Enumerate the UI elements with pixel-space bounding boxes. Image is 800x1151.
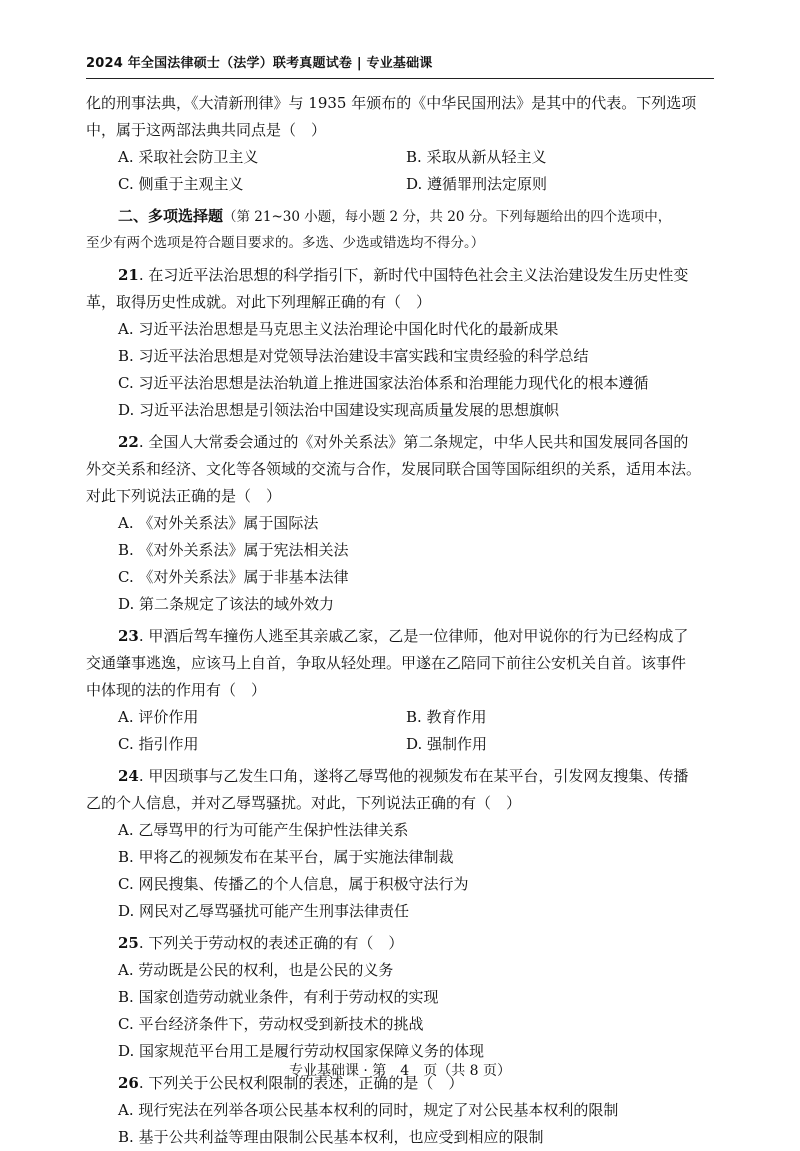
option-b: B. 采取从新从轻主义	[406, 148, 547, 166]
option-a: A. 采取社会防卫主义	[118, 148, 259, 166]
option-a: A. 乙辱骂甲的行为可能产生保护性法律关系	[118, 821, 409, 839]
option-a: A. 现行宪法在列举各项公民基本权利的同时，规定了对公民基本权利的限制	[118, 1101, 619, 1119]
option-d: D. 遵循罪刑法定原则	[406, 175, 548, 193]
question-21-text-line-1	[86, 262, 714, 289]
question-23-options-row-1	[86, 704, 714, 731]
page-header: 2024 年全国法律硕士（法学）联考真题试卷 | 专业基础课	[86, 56, 433, 71]
option-c: C. 侧重于主观主义	[118, 175, 244, 193]
option-c: C. 《对外关系法》属于非基本法律	[118, 568, 349, 586]
option-c: C. 平台经济条件下，劳动权受到新技术的挑战	[118, 1015, 424, 1033]
question-23-stem: . 甲酒后驾车撞伤人逃至其亲戚乙家，乙是一位律师，他对甲说你的行为已经构成了	[138, 627, 689, 645]
option-c: C. 指引作用	[118, 735, 199, 753]
question-21	[86, 262, 714, 424]
option-d: D. 强制作用	[406, 735, 488, 753]
question-21-text-line-2: 革，取得历史性成就。对此下列理解正确的有（ ）	[86, 293, 432, 311]
option-b: B. 教育作用	[406, 708, 487, 726]
question-number: 23	[118, 627, 139, 645]
question-22-text-line-3: 对此下列说法正确的是（ ）	[86, 487, 282, 505]
question-20-options-row-1	[86, 144, 714, 171]
section-instructions-line-1: （第 21~30 小题，每小题 2 分，共 20 分。下列每题给出的四个选项中，	[223, 209, 672, 225]
question-20-text-line-2: 中，属于这两部法典共同点是（ ）	[86, 121, 327, 139]
option-c: C. 网民搜集、传播乙的个人信息，属于积极守法行为	[118, 875, 469, 893]
question-25-stem: . 下列关于劳动权的表述正确的有（ ）	[138, 934, 404, 952]
option-d: D. 第二条规定了该法的域外效力	[118, 595, 335, 613]
question-24	[86, 763, 714, 925]
page-footer: 专业基础课 · 第 4 页（共 8 页）	[288, 1063, 512, 1079]
option-d: D. 习近平法治思想是引领法治中国建设实现高质量发展的思想旗帜	[118, 401, 560, 419]
section-instructions-line-2: 至少有两个选项是符合题目要求的。多选、少选或错选均不得分。）	[86, 235, 485, 251]
question-23-text-line-1	[86, 623, 714, 650]
question-24-text-line-2: 乙的个人信息，并对乙辱骂骚扰。对此，下列说法正确的有（ ）	[86, 794, 522, 812]
option-b: B. 国家创造劳动就业条件，有利于劳动权的实现	[118, 988, 439, 1006]
option-a: A. 《对外关系法》属于国际法	[118, 514, 319, 532]
option-b: B. 基于公共利益等理由限制公民基本权利，也应受到相应的限制	[118, 1128, 544, 1146]
question-number: 22	[118, 433, 139, 451]
option-c: C. 习近平法治思想是法治轨道上推进国家法治体系和治理能力现代化的根本遵循	[118, 374, 649, 392]
question-number: 21	[118, 266, 139, 284]
section-2-heading	[86, 203, 714, 257]
question-26-stem: . 下列关于公民权利限制的表述，正确的是（ ）	[138, 1074, 464, 1092]
option-a: A. 评价作用	[118, 708, 199, 726]
option-b: B. 习近平法治思想是对党领导法治建设丰富实践和宝贵经验的科学总结	[118, 347, 589, 365]
question-24-stem: . 甲因琐事与乙发生口角，遂将乙辱骂他的视频发布在某平台，引发网友搜集、传播	[138, 767, 689, 785]
question-20-text-line-1: 化的刑事法典，《大清新刑律》与 1935 年颁布的《中华民国刑法》是其中的代表。下列选项	[86, 94, 697, 112]
question-22-stem: . 全国人大常委会通过的《对外关系法》第二条规定，中华人民共和国发展同各国的	[138, 433, 689, 451]
question-number: 26	[118, 1074, 139, 1092]
question-24-text-line-1	[86, 763, 714, 790]
question-20-options-row-2	[86, 171, 714, 198]
option-b: B. 《对外关系法》属于宪法相关法	[118, 541, 349, 559]
question-21-stem: . 在习近平法治思想的科学指引下，新时代中国特色社会主义法治建设发生历史性变	[138, 266, 689, 284]
option-d: D. 网民对乙辱骂骚扰可能产生刑事法律责任	[118, 902, 410, 920]
question-22	[86, 429, 714, 618]
question-23-options-row-2	[86, 731, 714, 758]
question-25-text-line-1	[86, 930, 714, 957]
question-23-text-line-2: 交通肇事逃逸，应该马上自首，争取从轻处理。甲遂在乙陪同下前往公安机关自首。该事件	[86, 654, 687, 672]
option-d: D. 国家规范平台用工是履行劳动权国家保障义务的体现	[118, 1042, 485, 1060]
section-2-heading-line-1	[86, 203, 714, 230]
question-23	[86, 623, 714, 758]
option-b: B. 甲将乙的视频发布在某平台，属于实施法律制裁	[118, 848, 454, 866]
section-title: 二、多项选择题	[118, 207, 224, 225]
page-content	[86, 90, 714, 1151]
question-number: 25	[118, 934, 139, 952]
question-22-text-line-2: 外交关系和经济、文化等各领域的交流与合作，发展同联合国等国际组织的关系，适用本法。	[86, 460, 702, 478]
option-a: A. 劳动既是公民的权利，也是公民的义务	[118, 961, 394, 979]
header-divider	[86, 78, 714, 79]
option-a: A. 习近平法治思想是马克思主义法治理论中国化时代化的最新成果	[118, 320, 559, 338]
question-26	[86, 1070, 714, 1151]
question-number: 24	[118, 767, 139, 785]
question-22-text-line-1	[86, 429, 714, 456]
question-23-text-line-3: 中体现的法的作用有（ ）	[86, 681, 267, 699]
question-20	[86, 90, 714, 198]
question-25	[86, 930, 714, 1065]
